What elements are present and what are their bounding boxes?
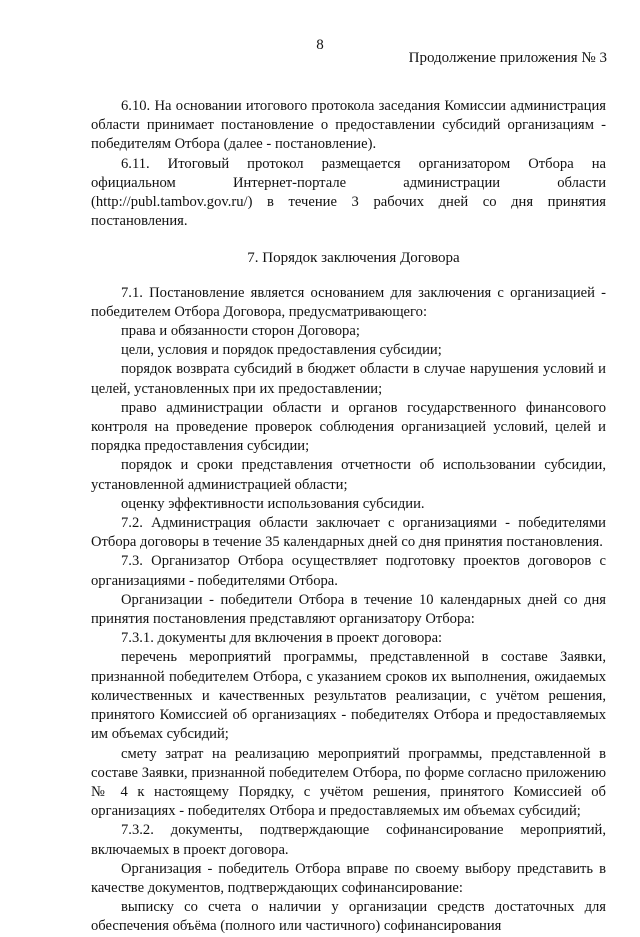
list-item: цели, условия и порядок предоставления субсидии; (121, 342, 442, 359)
paragraph-7-2: 7.2. Администрация области заключает с организациями - победителями Отбора договоры в течение 35 календарных дней со дня принятия постановления. (91, 515, 606, 551)
page-number: 8 (316, 37, 324, 53)
paragraph-7-3-2: 7.3.2. документы, подтверждающие софинансирование мероприятий, включаемых в проект договора. (91, 822, 606, 858)
paragraph: Организации - победители Отбора в течение 10 календарных дней со дня принятия постановления представляют организатору Отбора: (91, 591, 606, 628)
list-item: выписку со счета о наличии у организации средств достаточных для обеспечения объёма (полного или частичного) софинансирования (91, 899, 606, 935)
list-item: порядок и сроки представления отчетности об использовании субсидии, установленной администрацией области; (91, 457, 606, 493)
paragraph-7-3-1: 7.3.1. документы для включения в проект договора: (121, 630, 443, 647)
list-item: перечень мероприятий программы, представленной в составе Заявки, признанной победителем Отбора, с указанием сроков их выполнения, ожидаемых количественных и качественных результатов реализации, с учётом решения, принятого Комиссией об организациях - победителях Отбора и предоставляемых им объемах субсидий; (91, 649, 606, 743)
list-item: порядок возврата субсидий в бюджет области в случае нарушения условий и целей, установленных при их предоставлении; (91, 361, 606, 397)
list-item: права и обязанности сторон Договора; (121, 323, 360, 340)
paragraph: Организация - победитель Отбора вправе по своему выбору представить в качестве документов, подтверждающих софинансирование: (91, 860, 606, 896)
paragraph-6-10: 6.10. На основании итогового протокола заседания Комиссии администрация области принимает постановление о предоставлении субсидий организациям - победителям Отбора (далее - постановление). (91, 98, 606, 153)
document-body (91, 97, 606, 937)
section-title: 7. Порядок заключения Договора (247, 250, 460, 267)
list-item: оценку эффективности использования субсидии. (121, 495, 425, 512)
paragraph-7-1: 7.1. Постановление является основанием для заключения с организацией - победителем Отбора Договора, предусматривающего: (91, 284, 606, 320)
paragraph-7-3: 7.3. Организатор Отбора осуществляет подготовку проектов договоров с организациями - победителями Отбора. (91, 553, 606, 589)
list-item: право администрации области и органов государственного финансового контроля на проведение проверок соблюдения организацией условий, целей и порядка предоставления субсидии; (91, 399, 606, 455)
list-item: смету затрат на реализацию мероприятий программы, представленной в составе Заявки, признанной победителем Отбора, по форме согласно приложению № 4 к настоящему Порядку, с учётом решения, принятого Комиссией об организациях - победителях Отбора и предоставляемых им объемах субсидий; (91, 745, 606, 820)
appendix-continuation-label: Продолжение приложения № 3 (408, 50, 607, 66)
paragraph-6-11: 6.11. Итоговый протокол размещается организатором Отбора на официальном Интернет-портале администрации области (http://publ.tambov.gov.ru/) в течение 3 рабочих дней со дня принятия постановления. (91, 155, 606, 230)
